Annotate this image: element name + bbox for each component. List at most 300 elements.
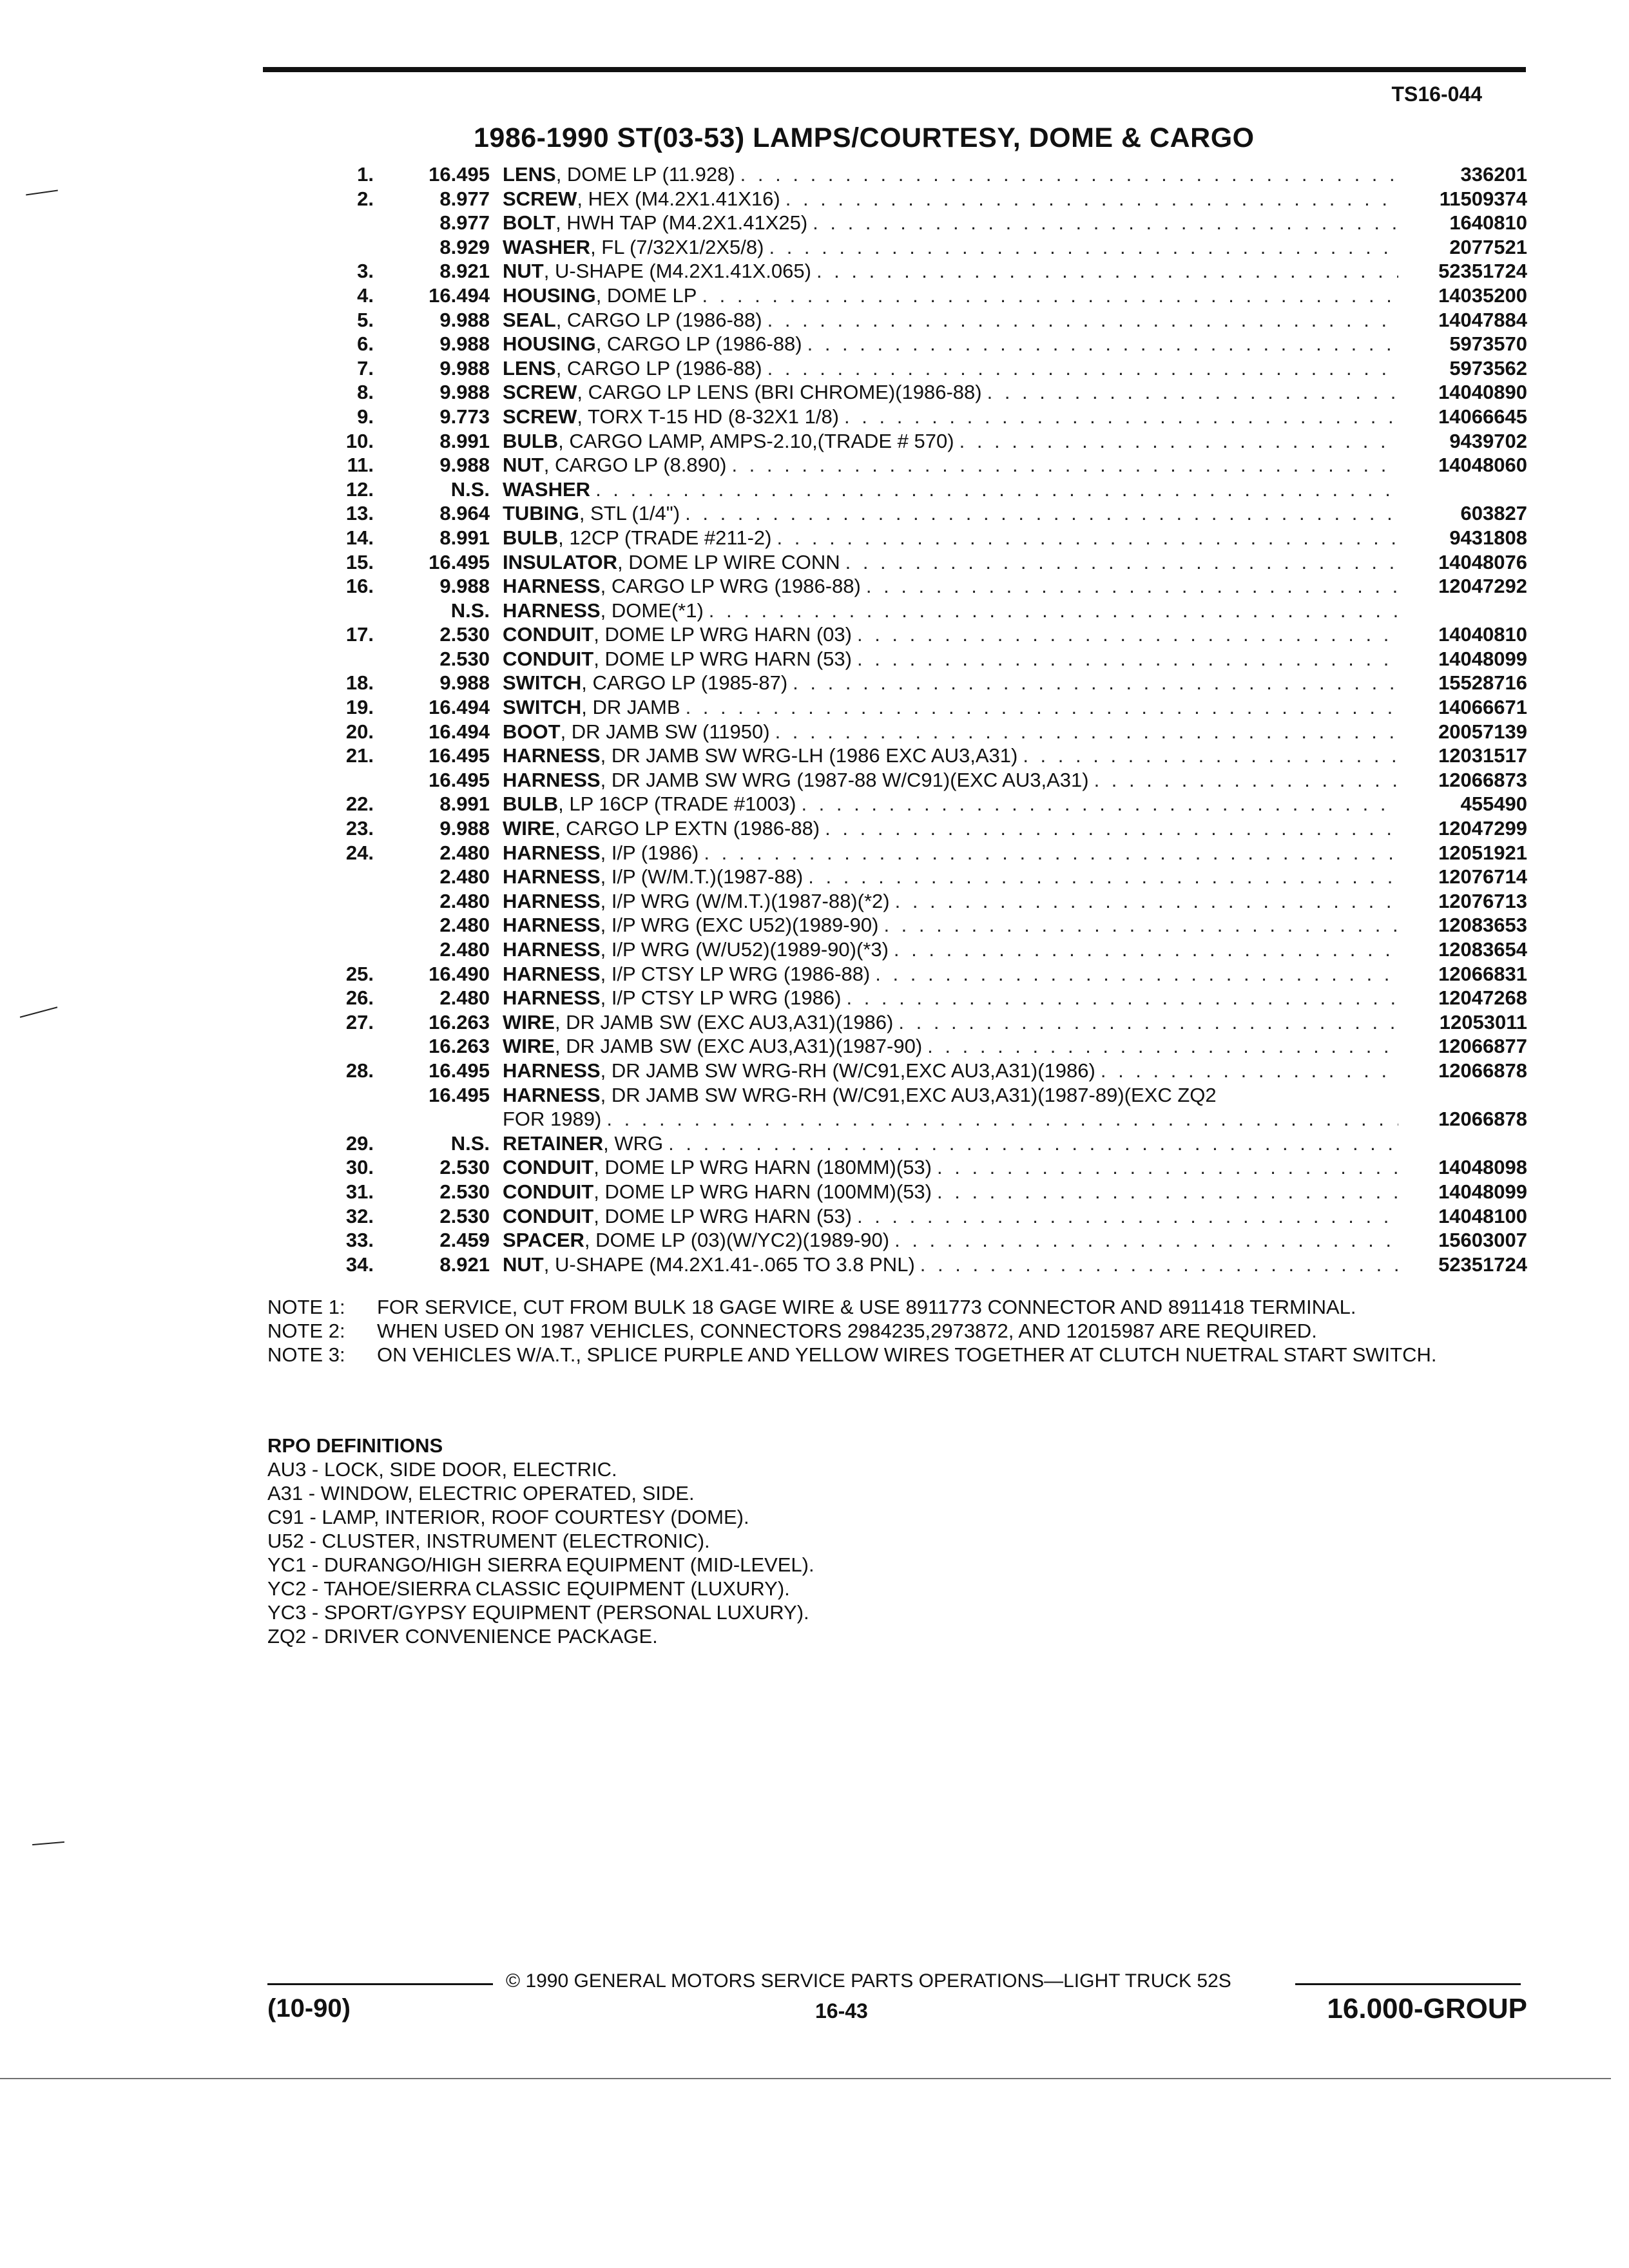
part-description [503, 1107, 1398, 1131]
part-number: 12066877 [1438, 1035, 1527, 1058]
group-number: 16.495 [429, 744, 490, 767]
part-number: 15528716 [1438, 671, 1527, 695]
group-number: 9.773 [439, 405, 490, 428]
part-row [309, 913, 1527, 937]
group-number: 16.494 [429, 720, 490, 743]
part-name: CONDUIT [503, 1156, 594, 1179]
part-row [309, 356, 1527, 381]
ref-number: 25. [345, 962, 374, 985]
ref-number: 33. [345, 1229, 374, 1252]
group-number: 2.480 [439, 914, 490, 937]
part-row [309, 1204, 1527, 1229]
part-name: HARNESS [503, 599, 601, 622]
part-description [503, 380, 1398, 405]
part-row [309, 1107, 1527, 1131]
group-number: 16.490 [429, 962, 490, 985]
part-number: 14048060 [1438, 454, 1527, 477]
leader-dots [959, 429, 1398, 454]
part-description [503, 187, 1398, 211]
part-description [503, 816, 1398, 841]
part-description [503, 356, 1398, 381]
note-label: NOTE 1: [267, 1296, 345, 1318]
leader-dots [883, 913, 1398, 937]
notes-section [267, 1295, 1530, 1367]
description-text [503, 1010, 898, 1035]
note-item [267, 1295, 1530, 1319]
description-text [503, 162, 740, 187]
part-detail: , DR JAMB [581, 696, 680, 719]
group-number: 9.988 [439, 575, 490, 598]
part-detail: , I/P CTSY LP WRG (1986) [600, 986, 842, 1010]
part-detail: , DOME LP WRG HARN (53) [593, 1204, 852, 1227]
part-detail: , DR JAMB SW WRG (1987-88 W/C91)(EXC AU3,A31) [600, 768, 1089, 791]
part-detail: , TORX T-15 HD (8-32X1 1/8) [577, 405, 840, 428]
ref-number: 26. [345, 986, 374, 1010]
group-number: N.S. [450, 477, 490, 501]
part-number: 14047884 [1438, 308, 1527, 331]
ref-number [309, 235, 374, 260]
part-description [503, 1010, 1398, 1035]
part-name: SPACER [503, 1229, 584, 1252]
description-text [503, 235, 769, 260]
leader-dots [987, 380, 1398, 405]
leader-dots [776, 526, 1398, 550]
group-number: 2.530 [439, 647, 490, 670]
part-description [503, 308, 1398, 332]
ref-number [309, 1107, 374, 1131]
description-text [503, 671, 793, 695]
leader-dots [702, 284, 1398, 308]
description-text [503, 1107, 606, 1131]
description-text [503, 574, 866, 599]
leader-dots [731, 453, 1398, 477]
part-detail: , DOME LP (03)(W/YC2)(1989-90) [584, 1229, 890, 1252]
part-detail: , DR JAMB SW (EXC AU3,A31)(1986) [554, 1010, 894, 1033]
description-text [503, 1155, 937, 1180]
footer-rule-right [1295, 1983, 1521, 1985]
part-description [503, 1131, 1398, 1156]
part-name: HARNESS [503, 575, 601, 598]
part-number: 12047292 [1438, 575, 1527, 598]
ref-number: 29. [345, 1131, 374, 1155]
part-detail: , FL (7/32X1/2X5/8) [590, 235, 764, 258]
leader-dots [857, 647, 1398, 671]
ref-number [309, 647, 374, 671]
part-name: HARNESS [503, 986, 601, 1010]
group-number: 2.480 [439, 865, 490, 889]
group-number: 8.991 [439, 793, 490, 816]
rpo-item: YC1 - DURANGO/HIGH SIERRA EQUIPMENT (MID-LEVEL). [267, 1553, 815, 1576]
group-number: 9.988 [439, 381, 490, 404]
leader-dots [704, 841, 1398, 865]
part-description [503, 671, 1398, 695]
part-number: 1640810 [1449, 211, 1527, 235]
group-number: 2.480 [439, 841, 490, 864]
part-detail: , DOME LP WRG HARN (180MM)(53) [593, 1156, 932, 1179]
leader-dots [844, 405, 1398, 429]
group-number: 16.263 [429, 1010, 490, 1033]
group-number: 2.480 [439, 986, 490, 1010]
ref-number: 1. [357, 163, 374, 186]
part-description [503, 962, 1398, 986]
leader-dots [927, 1034, 1398, 1059]
part-name: CONDUIT [503, 647, 594, 670]
description-text [503, 962, 875, 986]
group-number: 9.988 [439, 671, 490, 695]
leader-dots [1023, 744, 1398, 768]
leader-dots [845, 550, 1398, 575]
leader-dots [769, 235, 1398, 260]
part-description [503, 720, 1398, 744]
ref-number: 15. [345, 550, 374, 573]
part-detail: , I/P WRG (W/U52)(1989-90)(*3) [600, 938, 889, 961]
top-rule [263, 67, 1526, 72]
group-number: 16.494 [429, 696, 490, 719]
leader-dots [894, 1228, 1398, 1253]
leader-dots [1094, 768, 1398, 793]
part-row [309, 1131, 1527, 1156]
part-description [503, 429, 1398, 454]
part-detail: , 12CP (TRADE #211-2) [558, 526, 772, 549]
part-number [1398, 1083, 1527, 1108]
part-number: 9431808 [1449, 526, 1527, 549]
description-text [503, 1180, 937, 1204]
rpo-definitions [267, 1434, 815, 1648]
part-description [503, 695, 1398, 720]
leader-dots [606, 1107, 1398, 1131]
part-detail: , DOME LP WRG HARN (53) [593, 647, 852, 670]
part-description [503, 284, 1398, 308]
part-name: CONDUIT [503, 623, 594, 646]
leader-dots [816, 259, 1398, 284]
part-detail: , U-SHAPE (M4.2X1.41-.065 TO 3.8 PNL) [543, 1253, 915, 1276]
page-title: 1986-1990 ST(03-53) LAMPS/COURTESY, DOME & CARGO [474, 122, 1255, 153]
part-name: LENS [503, 356, 556, 380]
part-number: 12031517 [1438, 744, 1527, 767]
description-text [503, 599, 709, 623]
ref-number: 9. [357, 405, 374, 428]
rpo-item: YC2 - TAHOE/SIERRA CLASSIC EQUIPMENT (LUXURY). [267, 1577, 790, 1600]
ref-number: 32. [345, 1204, 374, 1227]
part-description [503, 1253, 1398, 1277]
part-detail: , DOME LP (11.928) [555, 163, 735, 186]
part-detail: , CARGO LP (8.890) [543, 454, 727, 477]
part-row [309, 380, 1527, 405]
part-number: 15603007 [1438, 1229, 1527, 1252]
part-number: 603827 [1460, 502, 1527, 525]
leader-dots [937, 1180, 1398, 1204]
part-name: HARNESS [503, 938, 601, 961]
part-name: WASHER [503, 235, 591, 258]
part-name: BULB [503, 793, 559, 816]
part-number: 12066873 [1438, 768, 1527, 791]
part-row [309, 162, 1527, 187]
scan-mark [32, 1841, 64, 1845]
part-number: 12051921 [1438, 841, 1527, 864]
ref-number: 7. [357, 356, 374, 380]
part-description [503, 332, 1398, 356]
note-label: NOTE 3: [267, 1343, 345, 1366]
description-text [503, 356, 767, 381]
leader-dots [920, 1253, 1398, 1277]
part-name: SWITCH [503, 696, 582, 719]
part-detail: , DOME LP WIRE CONN [617, 550, 840, 573]
part-row [309, 235, 1527, 260]
part-detail: , CARGO LP LENS (BRI CHROME)(1986-88) [577, 381, 982, 404]
part-number: 12066878 [1438, 1108, 1527, 1131]
ref-number: 16. [345, 575, 374, 598]
part-description [503, 1034, 1398, 1059]
part-name: WIRE [503, 1010, 555, 1033]
part-row [309, 526, 1527, 550]
description-text [503, 720, 775, 744]
note-label: NOTE 2: [267, 1320, 345, 1342]
part-number: 14066671 [1438, 696, 1527, 719]
part-number: 11509374 [1439, 187, 1527, 210]
rpo-heading: RPO DEFINITIONS [267, 1434, 443, 1457]
ref-number: 21. [345, 744, 374, 767]
leader-dots [668, 1131, 1398, 1156]
part-row [309, 308, 1527, 332]
ref-number: 11. [347, 454, 374, 477]
part-number: 9439702 [1449, 429, 1527, 452]
description-text [503, 550, 845, 575]
leader-dots [793, 671, 1398, 695]
part-number: 12066831 [1438, 962, 1527, 985]
description-text [503, 1083, 1222, 1108]
part-detail: , DR JAMB SW (EXC AU3,A31)(1987-90) [554, 1035, 923, 1058]
part-number: 12076713 [1438, 889, 1527, 912]
part-detail: , CARGO LP (1986-88) [555, 356, 762, 380]
group-number: 2.530 [439, 1204, 490, 1227]
part-row [309, 1253, 1527, 1277]
part-row [309, 477, 1527, 502]
part-description [503, 986, 1398, 1010]
ref-number: 3. [357, 260, 374, 283]
part-number: 52351724 [1438, 1253, 1527, 1276]
part-number: 14040890 [1438, 381, 1527, 404]
part-row [309, 1034, 1527, 1059]
part-row [309, 720, 1527, 744]
part-row [309, 1155, 1527, 1180]
description-text [503, 744, 1023, 768]
leader-dots [807, 332, 1398, 356]
part-detail: , HWH TAP (M4.2X1.41X25) [555, 211, 808, 235]
leader-dots [894, 937, 1398, 962]
part-row [309, 695, 1527, 720]
part-number: 14066645 [1438, 405, 1527, 428]
ref-number: 19. [345, 696, 374, 719]
part-description [503, 1083, 1398, 1108]
group-number: 8.977 [439, 187, 490, 210]
part-detail: , CARGO LP (1986-88) [595, 332, 802, 356]
ref-number: 23. [345, 817, 374, 840]
part-number: 12076714 [1438, 865, 1527, 889]
part-description [503, 937, 1398, 962]
part-name: HARNESS [503, 865, 601, 889]
ref-number: 2. [357, 187, 374, 210]
parts-list [309, 162, 1527, 1276]
part-number: 14048099 [1438, 647, 1527, 670]
part-row [309, 1059, 1527, 1083]
part-detail: , DOME(*1) [600, 599, 704, 622]
part-row [309, 622, 1527, 647]
part-number: 455490 [1460, 793, 1527, 816]
group-number [374, 1107, 503, 1131]
group-number: 16.495 [429, 550, 490, 573]
group-number: 2.480 [439, 938, 490, 961]
group-number: 9.988 [439, 454, 490, 477]
group-number: 8.921 [439, 1253, 490, 1276]
group-number: 8.991 [439, 526, 490, 549]
part-detail: , CARGO LP WRG (1986-88) [600, 575, 861, 598]
part-description [503, 259, 1398, 284]
ref-number: 18. [345, 671, 374, 695]
description-text [503, 913, 883, 937]
group-number: 8.921 [439, 260, 490, 283]
group-number: 16.263 [429, 1035, 490, 1058]
part-description [503, 599, 1398, 623]
group-number: 2.530 [439, 1156, 490, 1179]
part-number: 336201 [1460, 163, 1527, 186]
part-row [309, 768, 1527, 793]
part-number: 12053011 [1439, 1010, 1527, 1033]
part-name: SEAL [503, 308, 556, 331]
part-name: SWITCH [503, 671, 582, 695]
part-name: BULB [503, 429, 559, 452]
part-name: WIRE [503, 817, 555, 840]
part-row [309, 889, 1527, 914]
rpo-item: ZQ2 - DRIVER CONVENIENCE PACKAGE. [267, 1625, 658, 1648]
part-number: 14048099 [1438, 1180, 1527, 1203]
group-number: 8.991 [439, 429, 490, 452]
ref-number [309, 599, 374, 623]
part-row [309, 453, 1527, 477]
part-name: SCREW [503, 405, 577, 428]
ref-number [309, 1083, 374, 1108]
note-text: ON VEHICLES W/A.T., SPLICE PURPLE AND YELLOW WIRES TOGETHER AT CLUTCH NUETRAL START SWITCH. [377, 1343, 1437, 1366]
part-number: 12047299 [1438, 817, 1527, 840]
ref-number [309, 913, 374, 937]
leader-dots [686, 695, 1398, 720]
part-description [503, 477, 1398, 502]
part-row [309, 1010, 1527, 1035]
description-text [503, 501, 685, 526]
part-name: LENS [503, 163, 556, 186]
description-text [503, 1204, 857, 1229]
ref-number [309, 889, 374, 914]
revision-date: (10-90) [267, 1994, 351, 2023]
part-name: BULB [503, 526, 559, 549]
rpo-item: YC3 - SPORT/GYPSY EQUIPMENT (PERSONAL LUXURY). [267, 1601, 809, 1624]
part-number [1398, 477, 1527, 502]
description-text [503, 259, 816, 284]
ref-number: 22. [345, 793, 374, 816]
part-number: 12083654 [1438, 938, 1527, 961]
leader-dots [825, 816, 1398, 841]
part-number [1398, 599, 1527, 623]
leader-dots [685, 501, 1398, 526]
part-name: HARNESS [503, 914, 601, 937]
part-detail: , I/P (1986) [600, 841, 699, 864]
rpo-item: C91 - LAMP, INTERIOR, ROOF COURTESY (DOME). [267, 1506, 749, 1528]
ref-number: 17. [345, 623, 374, 646]
description-text [503, 792, 801, 816]
rpo-item: U52 - CLUSTER, INSTRUMENT (ELECTRONIC). [267, 1530, 710, 1552]
part-detail: , LP 16CP (TRADE #1003) [558, 793, 796, 816]
description-text [503, 284, 702, 308]
scan-mark [20, 1006, 57, 1017]
group-number: 2.459 [439, 1229, 490, 1252]
ref-number: 13. [345, 502, 374, 525]
part-description [503, 526, 1398, 550]
part-description [503, 889, 1398, 914]
part-row [309, 284, 1527, 308]
part-row [309, 429, 1527, 454]
part-number [1398, 1131, 1527, 1156]
description-text [503, 647, 857, 671]
part-description [503, 162, 1398, 187]
group-number: 9.988 [439, 356, 490, 380]
part-row [309, 792, 1527, 816]
ref-number: 30. [345, 1156, 374, 1179]
part-name: HARNESS [503, 841, 601, 864]
part-detail: , DR JAMB SW WRG-LH (1986 EXC AU3,A31) [600, 744, 1018, 767]
part-detail: , DR JAMB SW (11950) [560, 720, 770, 743]
description-text [503, 453, 731, 477]
description-text [503, 937, 894, 962]
part-number: 12066878 [1438, 1059, 1527, 1082]
leader-dots [767, 308, 1398, 332]
part-description [503, 865, 1398, 889]
ref-number: 12. [345, 477, 374, 501]
part-name: HARNESS [503, 768, 601, 791]
part-name: TUBING [503, 502, 579, 525]
description-text [503, 405, 844, 429]
part-detail: , I/P (W/M.T.)(1987-88) [600, 865, 804, 889]
leader-dots [595, 477, 1398, 502]
group-number: 16.495 [429, 163, 490, 186]
part-row [309, 986, 1527, 1010]
ref-number [309, 937, 374, 962]
part-description [503, 574, 1398, 599]
description-text [503, 526, 776, 550]
ref-number: 4. [357, 284, 374, 307]
part-description [503, 913, 1398, 937]
part-name: HOUSING [503, 332, 596, 356]
leader-dots [898, 1010, 1398, 1035]
part-number: 2077521 [1449, 235, 1527, 258]
part-name: CONDUIT [503, 1180, 594, 1203]
part-number: 52351724 [1438, 260, 1527, 283]
part-description [503, 622, 1398, 647]
part-description [503, 768, 1398, 793]
group-number: 2.530 [439, 1180, 490, 1203]
description-text [503, 1228, 894, 1253]
note-item [267, 1343, 1530, 1367]
description-text [503, 695, 686, 720]
description-text [503, 380, 987, 405]
part-detail: , DOME LP WRG HARN (03) [593, 623, 852, 646]
part-description [503, 453, 1398, 477]
leader-dots [808, 865, 1398, 889]
part-description [503, 1059, 1398, 1083]
description-text [503, 1253, 920, 1277]
part-detail: , DR JAMB SW WRG-RH (W/C91,EXC AU3,A31)(1987-89)(EXC ZQ2 [600, 1083, 1217, 1106]
group-number: 8.977 [439, 211, 490, 235]
part-name: NUT [503, 260, 544, 283]
group-number: 9.988 [439, 308, 490, 331]
